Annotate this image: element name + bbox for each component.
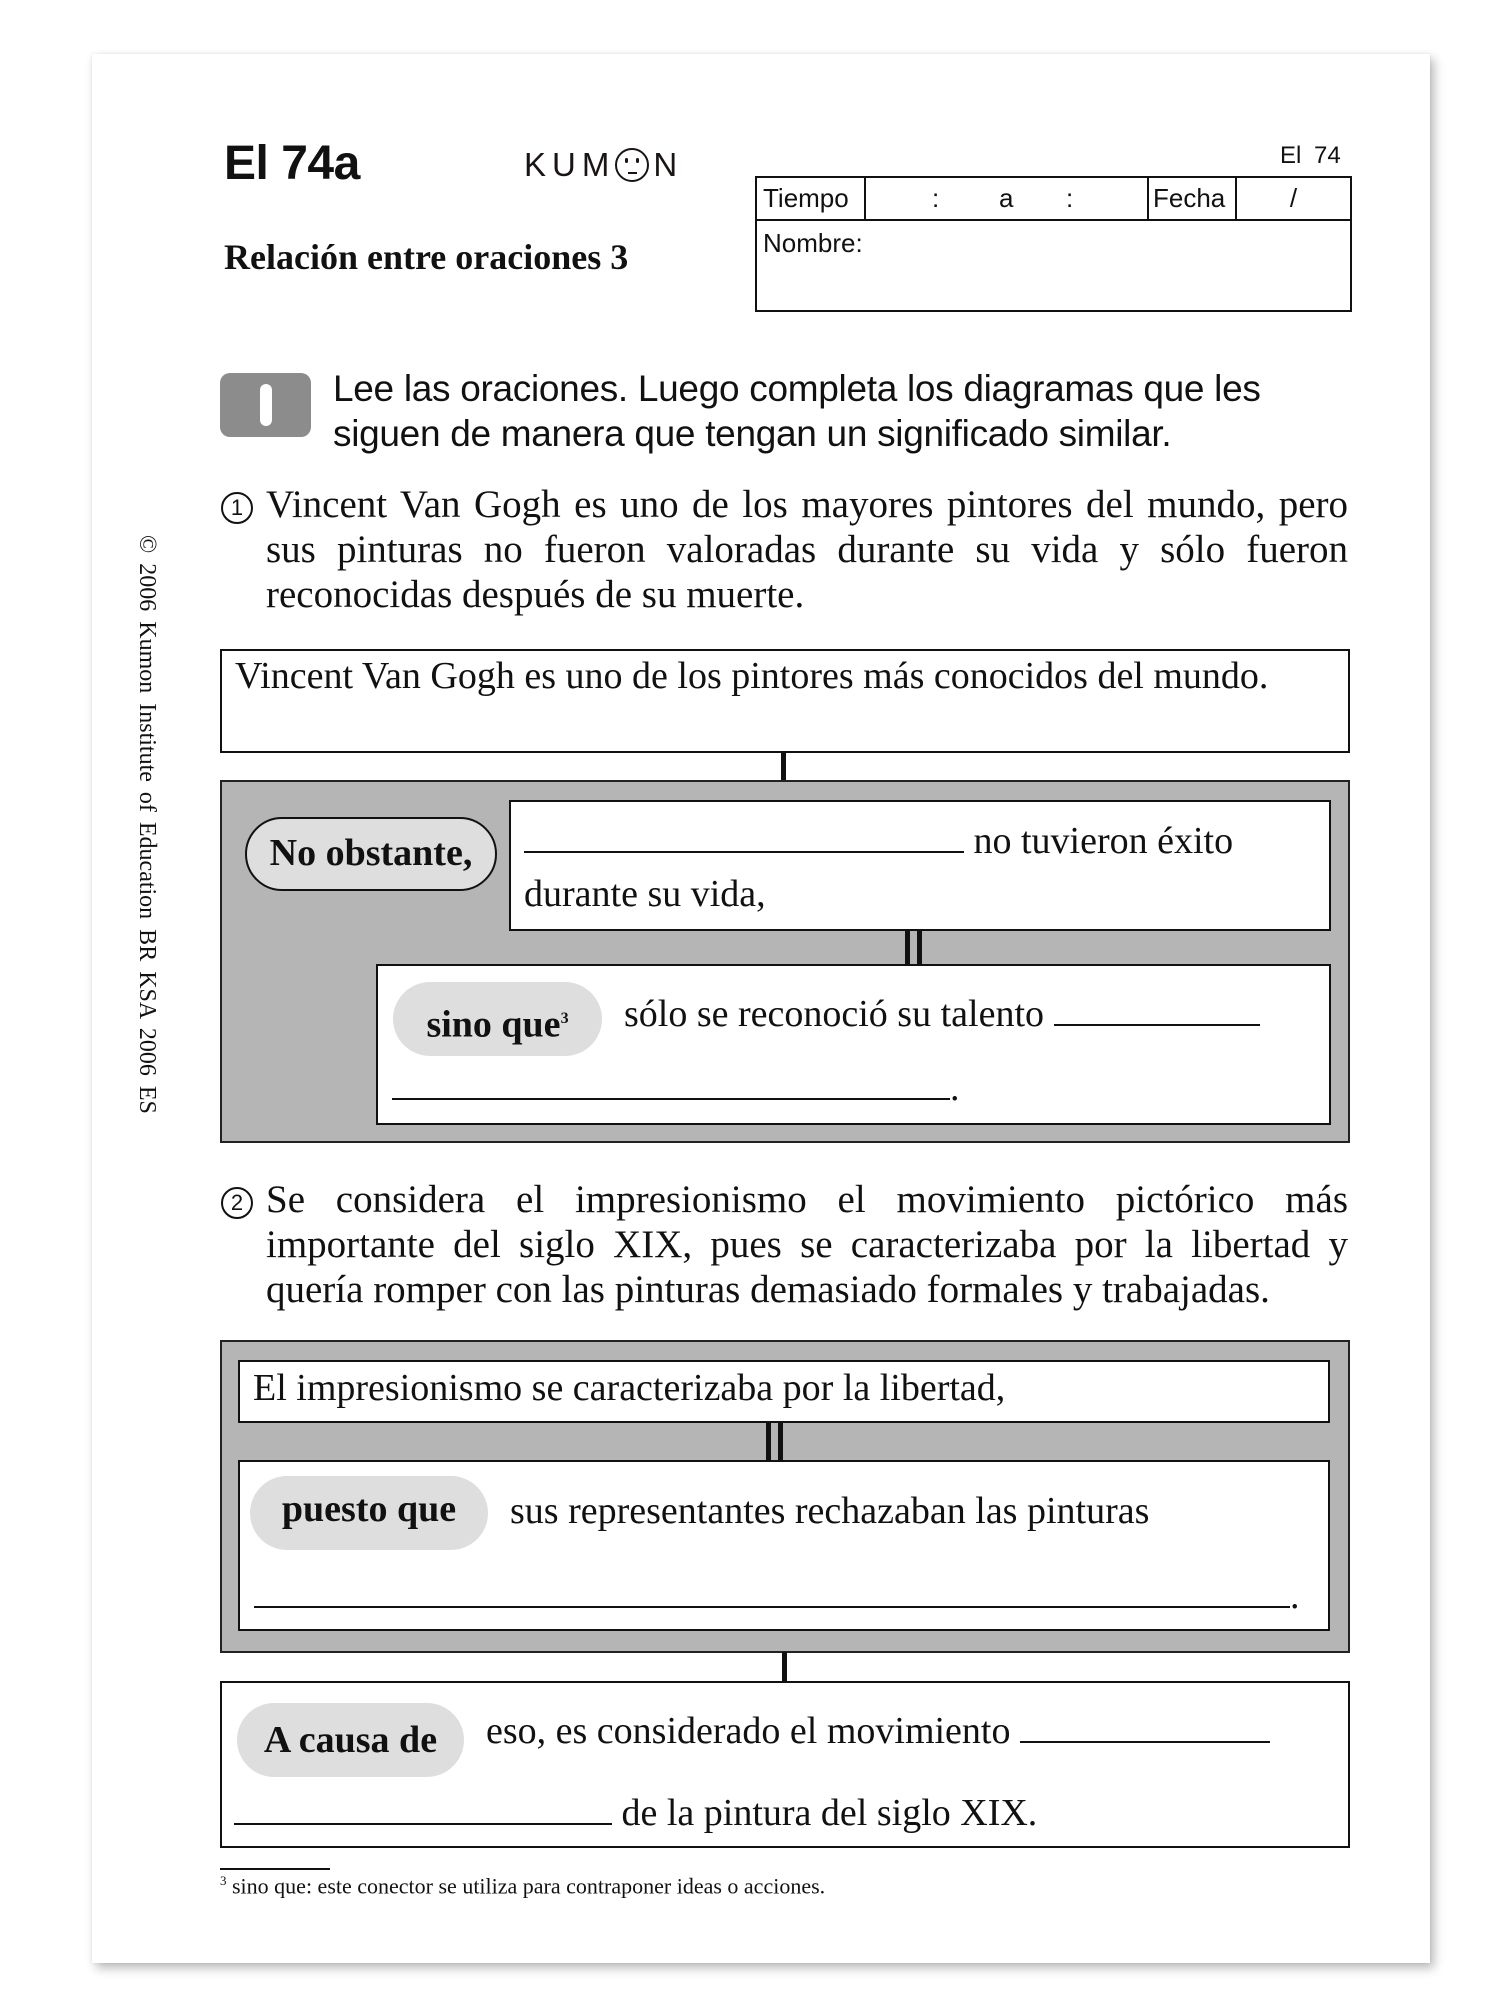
q2-premise-box xyxy=(238,1360,1330,1423)
logo-text-kum: KUM xyxy=(524,146,616,183)
question-1-text: Vincent Van Gogh es uno de los mayores pintores del mundo, pero sus pinturas no fueron valoradas durante su vida y sólo fueron reconocidas después de su muerte. xyxy=(266,483,1348,616)
footnote-text: sino que: este conector se utiliza para contraponer ideas o acciones. xyxy=(232,1873,826,1899)
footnote-rule xyxy=(220,1868,330,1870)
q2-conclusion-box xyxy=(220,1681,1350,1848)
footnote-marker: 3 xyxy=(560,1010,569,1027)
header-info-table xyxy=(755,176,1352,312)
clause-text: sólo se reconoció su talento xyxy=(624,993,1045,1035)
date-field[interactable] xyxy=(1235,178,1350,219)
connector-a-causa-de: A causa de xyxy=(237,1703,464,1777)
question-2-text: Se considera el impresionismo el movimiento pictórico más importante del siglo XIX, pues se caracterizaba por la libertad y quería romper con las pinturas demasiado formales y trabajadas. xyxy=(266,1178,1348,1311)
clause-text: no tuvieron éxito xyxy=(973,820,1234,862)
worksheet-subtitle: Relación entre oraciones 3 xyxy=(224,237,629,277)
connector-no-obstante: No obstante, xyxy=(245,817,497,891)
time-field[interactable] xyxy=(864,178,1147,219)
time-label: Tiempo xyxy=(763,183,849,213)
logo-text-n: N xyxy=(653,146,684,183)
connector-label: sino que xyxy=(426,1003,561,1046)
section-badge-i xyxy=(220,373,311,437)
question-number-2: 2 xyxy=(221,1187,253,1219)
q1-clause2-box xyxy=(376,964,1331,1125)
answer-blank[interactable] xyxy=(254,1576,1290,1608)
answer-blank[interactable] xyxy=(392,1068,950,1100)
period: . xyxy=(1290,1575,1300,1617)
time-range-a: a xyxy=(999,183,1014,213)
instruction-line: Lee las oraciones. Luego completa los diagramas que les xyxy=(333,368,1261,409)
header-row-time-date xyxy=(757,178,1350,221)
kumon-logo xyxy=(524,146,683,184)
answer-blank[interactable] xyxy=(1020,1711,1270,1743)
date-separator: / xyxy=(1289,183,1298,213)
time-separator: : xyxy=(932,183,940,213)
period: . xyxy=(950,1067,960,1109)
worksheet-code: El 74a xyxy=(224,137,360,190)
answer-blank[interactable] xyxy=(524,821,964,853)
clause-text: sus representantes rechazaban las pinturas xyxy=(510,1490,1150,1532)
date-label: Fecha xyxy=(1147,178,1235,219)
connector-line xyxy=(781,752,786,782)
q1-clause1-box xyxy=(509,800,1331,931)
roman-numeral-one-icon xyxy=(260,384,272,426)
clause-text: de la pintura del siglo XIX. xyxy=(621,1792,1038,1834)
q2-premise-text: El impresionismo se caracterizaba por la libertad, xyxy=(253,1367,1006,1409)
connector-line xyxy=(782,1652,787,1682)
answer-blank[interactable] xyxy=(234,1793,612,1825)
clause-text: durante su vida, xyxy=(524,873,766,915)
q1-premise-box xyxy=(220,649,1350,753)
equivalence-double-line xyxy=(766,1422,783,1462)
time-separator: : xyxy=(1066,183,1074,213)
instruction-line: siguen de manera que tengan un significado similar. xyxy=(333,413,1172,454)
question-number-1: 1 xyxy=(221,492,253,524)
footnote xyxy=(220,1873,825,1899)
equivalence-double-line xyxy=(905,931,922,965)
answer-blank[interactable] xyxy=(1054,994,1260,1026)
footnote-marker: 3 xyxy=(220,1873,227,1888)
clause-text: eso, es considerado el movimiento xyxy=(486,1710,1011,1752)
connector-puesto-que: puesto que xyxy=(250,1476,488,1550)
name-label: Nombre: xyxy=(763,228,863,258)
kumon-face-icon xyxy=(615,148,649,182)
connector-sino-que xyxy=(393,982,602,1056)
q1-premise-text: Vincent Van Gogh es uno de los pintores más conocidos del mundo. xyxy=(235,655,1269,697)
instruction-text xyxy=(333,366,1363,456)
copyright-notice: © 2006 Kumon Institute of Education BR KSA 2006 ES xyxy=(134,535,160,1114)
q2-clause1-box xyxy=(238,1460,1330,1631)
page-code: El 74 xyxy=(1280,142,1341,169)
name-field[interactable] xyxy=(757,221,1350,310)
